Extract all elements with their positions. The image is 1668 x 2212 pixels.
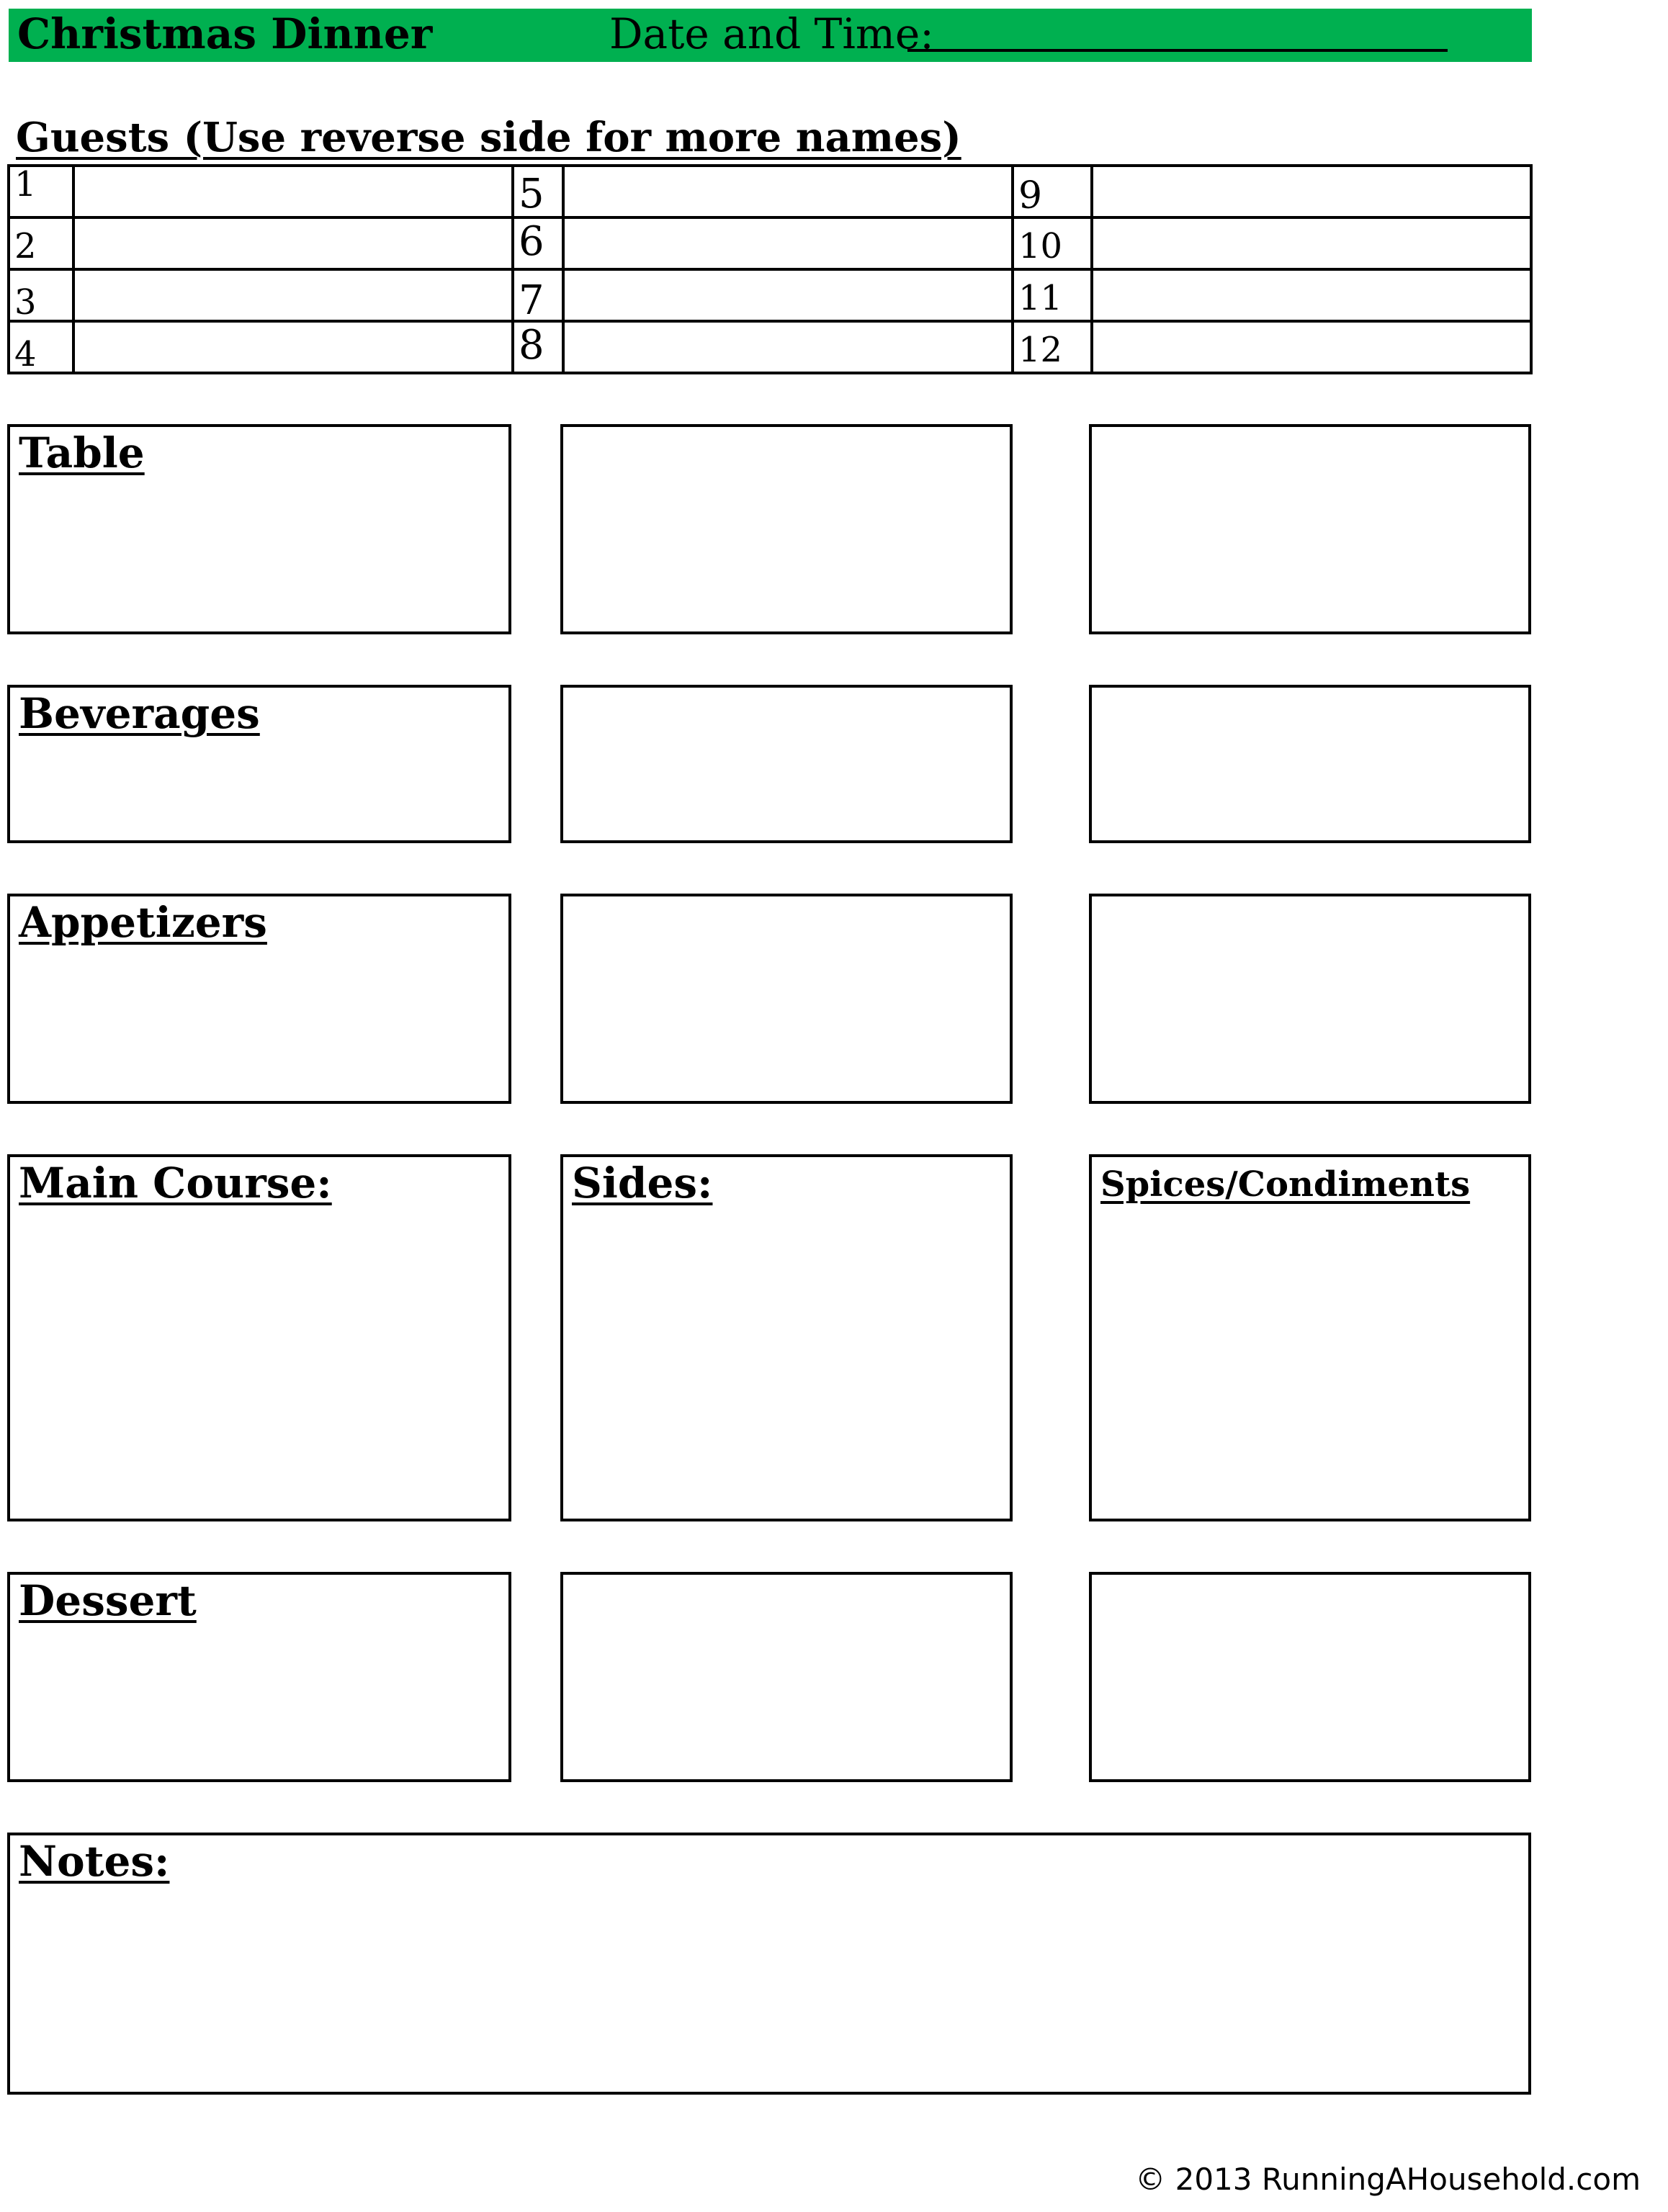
spices-condiments-heading: Spices/Condiments: [1100, 1164, 1471, 1205]
dessert-box-3[interactable]: [1089, 1572, 1531, 1782]
table-box[interactable]: [7, 424, 511, 634]
guest-name-field[interactable]: [72, 268, 514, 323]
guest-number: 1: [14, 164, 37, 204]
appetizers-heading: Appetizers: [19, 898, 267, 947]
guest-number-cell: [1011, 216, 1093, 271]
guest-name-field[interactable]: [562, 320, 1014, 374]
date-time-label: Date and Time:: [609, 9, 934, 58]
guest-number: 5: [519, 171, 544, 217]
guest-number: 8: [519, 322, 544, 369]
table-box-2[interactable]: [560, 424, 1013, 634]
guest-number: 4: [14, 334, 37, 374]
guest-name-field[interactable]: [1090, 216, 1533, 271]
guest-name-field[interactable]: [1090, 268, 1533, 323]
dessert-box[interactable]: [7, 1572, 511, 1782]
guest-number: 7: [519, 277, 544, 324]
date-time-field[interactable]: [907, 49, 1448, 52]
guest-number: 11: [1018, 278, 1063, 318]
guest-number-cell: [511, 164, 565, 219]
guest-name-field[interactable]: [562, 164, 1014, 219]
guest-number-cell: [511, 216, 565, 271]
beverages-heading: Beverages: [19, 689, 260, 738]
guest-name-field[interactable]: [562, 268, 1014, 323]
guest-number-cell: [7, 320, 75, 374]
sides-heading: Sides:: [572, 1159, 713, 1208]
guest-number: 2: [14, 226, 37, 266]
guest-number-cell: [1011, 164, 1093, 219]
guest-name-field[interactable]: [562, 216, 1014, 271]
table-heading: Table: [19, 428, 145, 477]
guest-number-cell: [511, 268, 565, 323]
appetizers-box[interactable]: [7, 894, 511, 1104]
guest-number: 6: [519, 218, 544, 265]
guest-number: 3: [14, 282, 37, 323]
copyright-footer: © 2013 RunningAHousehold.com: [1135, 2162, 1641, 2197]
beverages-box-2[interactable]: [560, 685, 1013, 843]
notes-box[interactable]: [7, 1833, 1531, 2095]
document-title: Christmas Dinner: [17, 9, 433, 58]
guest-name-field[interactable]: [1090, 320, 1533, 374]
guest-number-cell: [1011, 320, 1093, 374]
table-box-3[interactable]: [1089, 424, 1531, 634]
guest-name-field[interactable]: [72, 216, 514, 271]
guest-name-field[interactable]: [72, 164, 514, 219]
appetizers-box-2[interactable]: [560, 894, 1013, 1104]
guest-number-cell: [7, 216, 75, 271]
guest-number: 9: [1018, 174, 1043, 217]
beverages-box-3[interactable]: [1089, 685, 1531, 843]
main-course-box[interactable]: [7, 1154, 511, 1521]
appetizers-box-3[interactable]: [1089, 894, 1531, 1104]
beverages-box[interactable]: [7, 685, 511, 843]
guest-number-cell: [511, 320, 565, 374]
guest-name-field[interactable]: [72, 320, 514, 374]
spices-condiments-box[interactable]: [1089, 1154, 1531, 1521]
guest-number-cell: [7, 164, 75, 219]
guest-name-field[interactable]: [1090, 164, 1533, 219]
notes-heading: Notes:: [19, 1837, 170, 1886]
guest-number-cell: [7, 268, 75, 323]
guests-heading: Guests (Use reverse side for more names): [16, 114, 961, 161]
dessert-heading: Dessert: [19, 1576, 197, 1625]
guest-number: 12: [1018, 330, 1063, 370]
guest-number-cell: [1011, 268, 1093, 323]
dessert-box-2[interactable]: [560, 1572, 1013, 1782]
main-course-heading: Main Course:: [19, 1159, 332, 1208]
sides-box[interactable]: [560, 1154, 1013, 1521]
guest-number: 10: [1018, 226, 1063, 266]
